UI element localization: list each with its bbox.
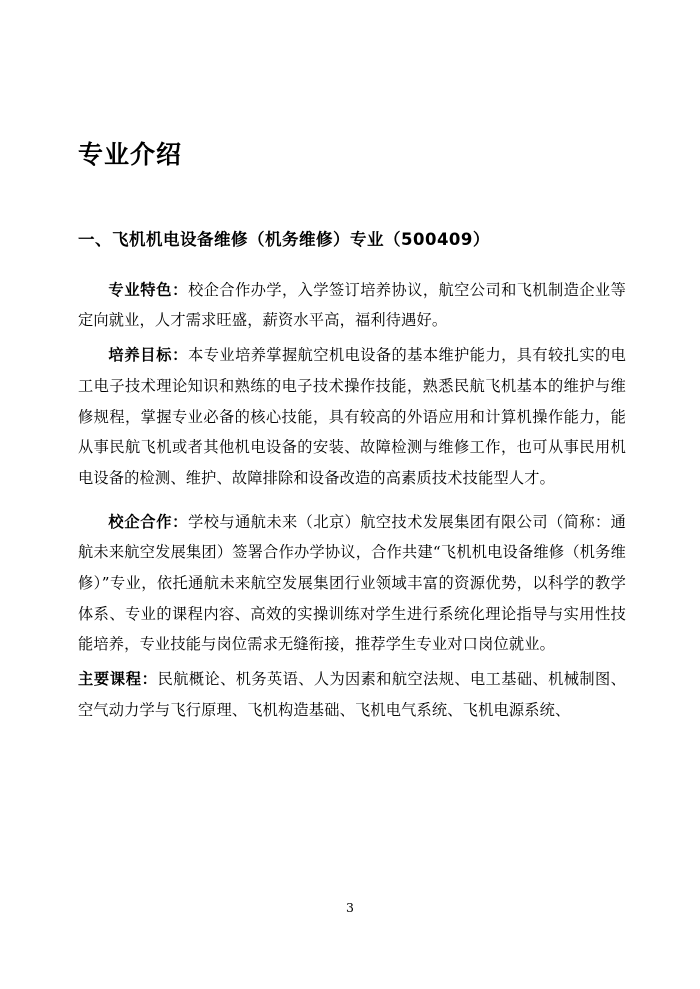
paragraph-features (78, 275, 626, 336)
paragraph-text-objectives: 本专业培养掌握航空机电设备的基本维护能力，具有较扎实的电工电子技术理论知识和熟练的电子技术操作技能，熟悉民航飞机基本的维护与维修规程，掌握专业必备的核心技能，具有较高的外语应用和计算机操作能力，能从事民航飞机或者其他机电设备的安装、故障检测与维修工作，也可从事民用机电设备的检测、维护、故障排除和设备改造的高素质技术技能型人才。 (78, 346, 627, 487)
paragraph-cooperation (78, 507, 626, 661)
paragraph-courses (78, 664, 626, 725)
page-title: 专业介绍 (78, 140, 183, 169)
paragraph-label-cooperation: 校企合作： (108, 512, 189, 531)
paragraph-label-courses: 主要课程： (78, 670, 158, 689)
paragraph-objectives (78, 340, 626, 494)
document-body (78, 140, 626, 730)
paragraph-text-cooperation: 学校与通航未来（北京）航空技术发展集团有限公司（简称：通航未来航空发展集团）签署合作办学协议，合作共建“飞机机电设备维修（机务维修）”专业，依托通航未来航空发展集团行业领域丰富的资源优势，以科学的教学体系、专业的课程内容、高效的实操训练对学生进行系统化理论指导与实用性技能培养，专业技能与岗位需求无缝衔接，推荐学生专业对口岗位就业。 (78, 512, 627, 654)
page-number: 3 (346, 900, 354, 915)
paragraph-label-features: 专业特色： (108, 280, 189, 299)
paragraph-label-objectives: 培养目标： (108, 346, 189, 365)
paragraph-text-courses: 民航概论、机务英语、人为因素和航空法规、电工基础、机械制图、空气动力学与飞行原理、飞机构造基础、飞机电气系统、飞机电源系统、 (78, 670, 627, 719)
paragraph-text-features: 校企合作办学，入学签订培养协议，航空公司和飞机制造企业等定向就业，人才需求旺盛，薪资水平高，福利待遇好。 (78, 280, 627, 330)
paragraph-spacer (78, 498, 626, 507)
section-heading: 一、飞机机电设备维修（机务维修）专业（500409） (78, 230, 490, 249)
